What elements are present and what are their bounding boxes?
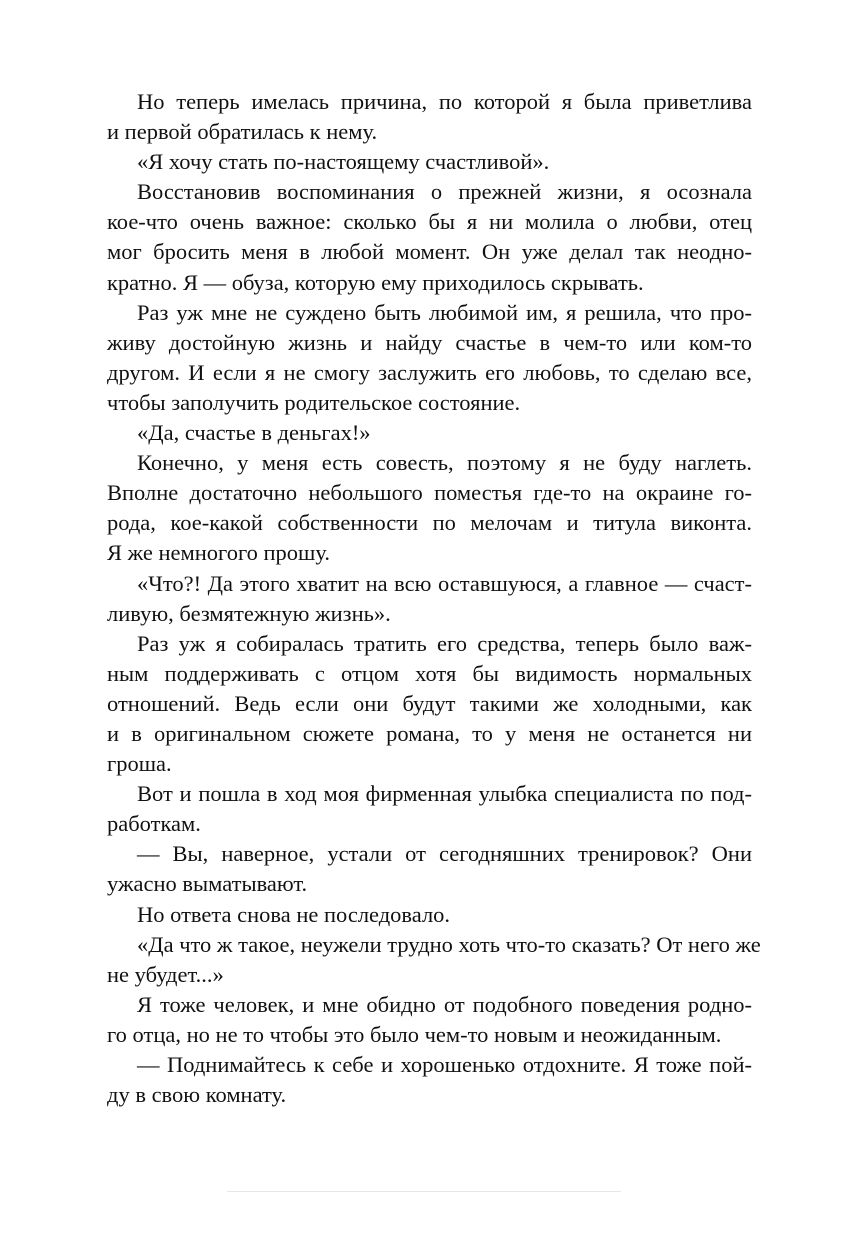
text-line: другом. И если я не смогу заслужить его любовь, то сделаю все,: [107, 359, 752, 385]
text-line: Раз уж мне не суждено быть любимой им, я решила, что про-: [137, 299, 752, 325]
text-line: Но ответа снова не последовало.: [137, 901, 451, 927]
text-line: ливую, безмятежную жизнь».: [107, 600, 391, 626]
footer-divider: [227, 1191, 621, 1192]
paragraph: [107, 779, 752, 839]
paragraph: [107, 298, 752, 418]
text-line: рода, кое-какой собственности по мелочам и титула виконта.: [107, 510, 752, 536]
text-line: «Да, счастье в деньгах!»: [137, 420, 371, 446]
text-line: Но теперь имелась причина, по которой я была приветлива: [137, 89, 752, 114]
text-line: гроша.: [107, 751, 172, 777]
text-line: Я тоже человек, и мне обидно от подобного поведения родно-: [137, 991, 752, 1017]
text-line: Восстановив воспоминания о прежней жизни, я осознала: [137, 179, 752, 205]
text-line: ным поддерживать с отцом хотя бы видимость нормальных: [107, 660, 752, 686]
text-line: мог бросить меня в любой момент. Он уже делал так неодно-: [107, 239, 752, 265]
text-line: Раз уж я собиралась тратить его средства, теперь было важ-: [137, 630, 752, 656]
text-line: кое-что очень важное: сколько бы я ни молила о любви, отец: [107, 209, 752, 235]
paragraph: [107, 930, 761, 990]
text-line: работкам.: [107, 811, 201, 837]
text-line: — Поднимайтесь к себе и хорошенько отдохните. Я тоже пой-: [137, 1052, 752, 1077]
text-line: и в оригинальном сюжете романа, то у меня не останется ни: [107, 720, 752, 746]
paragraph: [107, 177, 752, 297]
paragraph: [107, 147, 752, 177]
text-line: ужасно выматывают.: [107, 871, 308, 897]
text-line: — Вы, наверное, устали от сегодняшних тренировок? Они: [137, 841, 752, 867]
text-line: отношений. Ведь если они будут такими же холодными, как: [107, 690, 752, 716]
text-line: живу достойную жизнь и найду счастье в чем-то или ком-то: [107, 329, 752, 355]
text-line: не убудет...»: [107, 961, 224, 987]
text-line: Я же немногого прошу.: [107, 540, 331, 566]
page-body: [107, 87, 761, 1110]
text-line: Конечно, у меня есть совесть, поэтому я не буду наглеть.: [137, 450, 752, 476]
text-line: «Да что ж такое, неужели трудно хоть что-то сказать? От него же: [137, 931, 761, 957]
text-line: Вполне достаточно небольшого поместья где-то на окраине го-: [107, 480, 752, 506]
paragraph: [107, 569, 752, 629]
paragraph: [107, 418, 752, 448]
text-line: го отца, но не то чтобы это было чем-то новым и неожиданным.: [107, 1021, 722, 1047]
paragraph: [107, 839, 752, 899]
text-line: и первой обратилась к нему.: [107, 119, 378, 145]
text-line: чтобы заполучить родительское состояние.: [107, 389, 521, 415]
text-line: кратно. Я — обуза, которую ему приходилось скрывать.: [107, 269, 644, 295]
text-line: ду в свою комнату.: [107, 1082, 287, 1108]
text-line: «Что?! Да этого хватит на всю оставшуюся, а главное — счаст-: [137, 570, 752, 596]
text-line: Вот и пошла в ход моя фирменная улыбка специалиста по под-: [137, 781, 752, 807]
paragraph: [107, 1050, 752, 1110]
paragraph: [107, 900, 752, 930]
text-line: «Я хочу стать по-настоящему счастливой».: [137, 149, 550, 175]
paragraph: [107, 448, 752, 568]
paragraph: [107, 629, 752, 779]
paragraph: [107, 87, 752, 147]
paragraph: [107, 990, 752, 1050]
